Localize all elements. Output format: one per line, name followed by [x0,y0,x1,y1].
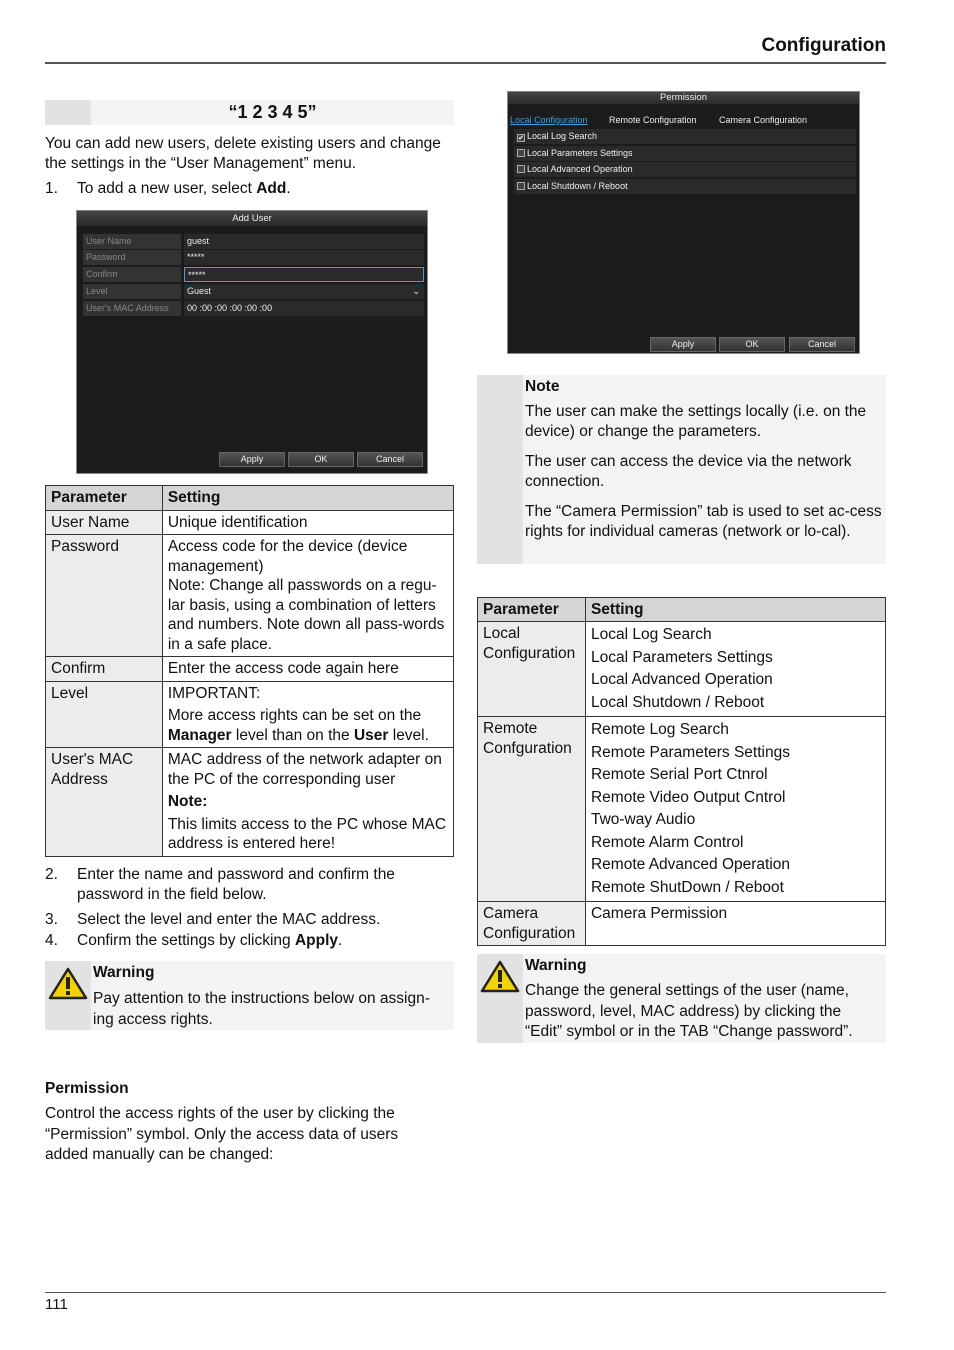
tab-remote-configuration[interactable]: Remote Configuration [609,115,697,125]
password-label: Password [83,250,181,265]
param-cell: Remote Confguration [478,717,586,902]
permission-item[interactable]: Local Shutdown / Reboot [514,179,856,194]
setting-cell: Enter the access code again here [162,657,453,682]
checkbox[interactable] [517,149,525,157]
setting-cell: IMPORTANT: More access rights can be set on the Manager level than on the User level. [162,681,453,748]
password-field[interactable]: ***** [184,250,424,265]
section-heading-bar [45,100,454,125]
dialog-title: Permission [508,92,859,104]
setting-cell: Camera Permission [585,902,885,946]
checkbox-checked[interactable]: ✔ [518,135,524,142]
step-2-text: Enter the name and password and confirm the password in the field below. [77,866,395,903]
page-number: 111 [45,1296,68,1313]
intro-text: You can add new users, delete existing users and change the settings in the “User Management” menu. [45,135,441,172]
permission-item[interactable]: Local Parameters Settings [514,146,856,161]
permission-parameters-table [477,597,886,946]
add-user-dialog [76,210,428,474]
tab-camera-configuration[interactable]: Camera Configuration [719,115,808,125]
level-label: Level [83,284,181,299]
level-value: Guest [187,286,212,296]
setting-cell: Remote Log Search Remote Parameters Settings Remote Serial Port Ctnrol Remote Video Output Cntrol Two-way Audio Remote Alarm Control Remote Advanced Operation Remote ShutDown / Reboot [585,717,885,902]
table-row [46,535,454,657]
step-1-text: To add a new user, select Add. [77,180,291,197]
permission-dialog [507,91,860,354]
step-number: 4. [45,932,58,949]
param-cell: User Name [46,510,163,535]
step-number: 3. [45,911,58,928]
step-number: 2. [45,866,58,883]
table-row [478,902,886,946]
setting-cell: Access code for the device (device management) Note: Change all passwords on a regu-lar basis, using a combination of letters and numbers. Note down all pass-words in a safe place. [162,535,453,657]
table-row [46,681,454,748]
section-heading: “1 2 3 4 5” [228,102,317,122]
permission-heading: Permission [45,1080,129,1097]
mac-address-field[interactable]: 00 :00 :00 :00 :00 :00 [184,301,424,316]
note-title: Note [525,378,560,395]
heading-side-cell [45,100,91,125]
setting-cell: Unique identification [162,510,453,535]
setting-cell: Local Log Search Local Parameters Settings Local Advanced Operation Local Shutdown / Reboot [585,622,885,717]
table-header-row [46,486,454,511]
warning-box [477,954,886,1043]
warning-title: Warning [525,957,587,974]
warning-text: Pay attention to the instructions below on assign-ing access rights. [93,990,430,1028]
permission-text: Control the access rights of the user by clicking the “Permission” symbol. Only the access data of users added manually can be changed: [45,1105,399,1163]
permission-item[interactable]: Local Advanced Operation [514,162,856,177]
cancel-button[interactable]: Cancel [357,452,423,467]
param-cell: Local Configuration [478,622,586,717]
user-parameters-table [45,485,454,857]
chevron-down-icon: ⌄ [412,286,420,296]
warning-box [45,961,454,1030]
column-header: Parameter [478,598,586,622]
permission-item[interactable]: ✔ Local Log Search [514,129,856,144]
user-name-label: User Name [83,234,181,249]
table-header-row [478,598,886,622]
cancel-button[interactable]: Cancel [789,337,855,352]
table-row [478,717,886,902]
column-header: Parameter [46,486,163,511]
apply-button[interactable]: Apply [650,337,716,352]
confirm-label: Confirm [83,267,181,282]
note-paragraph: The user can access the device via the network connection. [525,452,852,490]
level-select[interactable] [184,284,424,299]
table-row [46,657,454,682]
warning-icon [48,967,88,1001]
param-cell: Password [46,535,163,657]
page-header-title: Configuration [761,35,886,56]
footer-divider [45,1292,886,1293]
checkbox[interactable] [517,165,525,173]
user-name-field[interactable]: guest [184,234,424,249]
ok-button[interactable]: OK [288,452,354,467]
warning-title: Warning [93,964,155,981]
table-row [46,748,454,857]
dialog-title: Add User [77,211,427,226]
note-paragraph: The “Camera Permission” tab is used to set ac-cess rights for individual cameras (network or lo-cal). [525,502,882,540]
confirm-field[interactable]: ***** [184,267,424,282]
setting-cell: MAC address of the network adapter on the PC of the corresponding user Note: This limits access to the PC whose MAC address is entered here! [162,748,453,857]
step-4-text: Confirm the settings by clicking Apply. [77,932,343,949]
checkbox[interactable] [517,182,525,190]
table-row [478,622,886,717]
step-number: 1. [45,180,58,197]
step-3-text: Select the level and enter the MAC address. [77,911,381,928]
param-cell: Camera Configuration [478,902,586,946]
column-header: Setting [585,598,885,622]
header-divider [45,62,886,64]
param-cell: User's MAC Address [46,748,163,857]
table-row [46,510,454,535]
column-header: Setting [162,486,453,511]
note-box [477,375,886,564]
apply-button[interactable]: Apply [219,452,285,467]
note-paragraph: The user can make the settings locally (i.e. on the device) or change the parameters. [525,402,867,440]
param-cell: Level [46,681,163,748]
mac-address-label: User's MAC Address [83,301,181,316]
warning-icon [480,960,520,994]
warning-text: Change the general settings of the user (name, password, level, MAC address) by clicking the “Edit” symbol or in the TAB “Change password”. [525,982,853,1040]
param-cell: Confirm [46,657,163,682]
ok-button[interactable]: OK [719,337,785,352]
tab-local-configuration[interactable]: Local Configuration [510,115,588,125]
